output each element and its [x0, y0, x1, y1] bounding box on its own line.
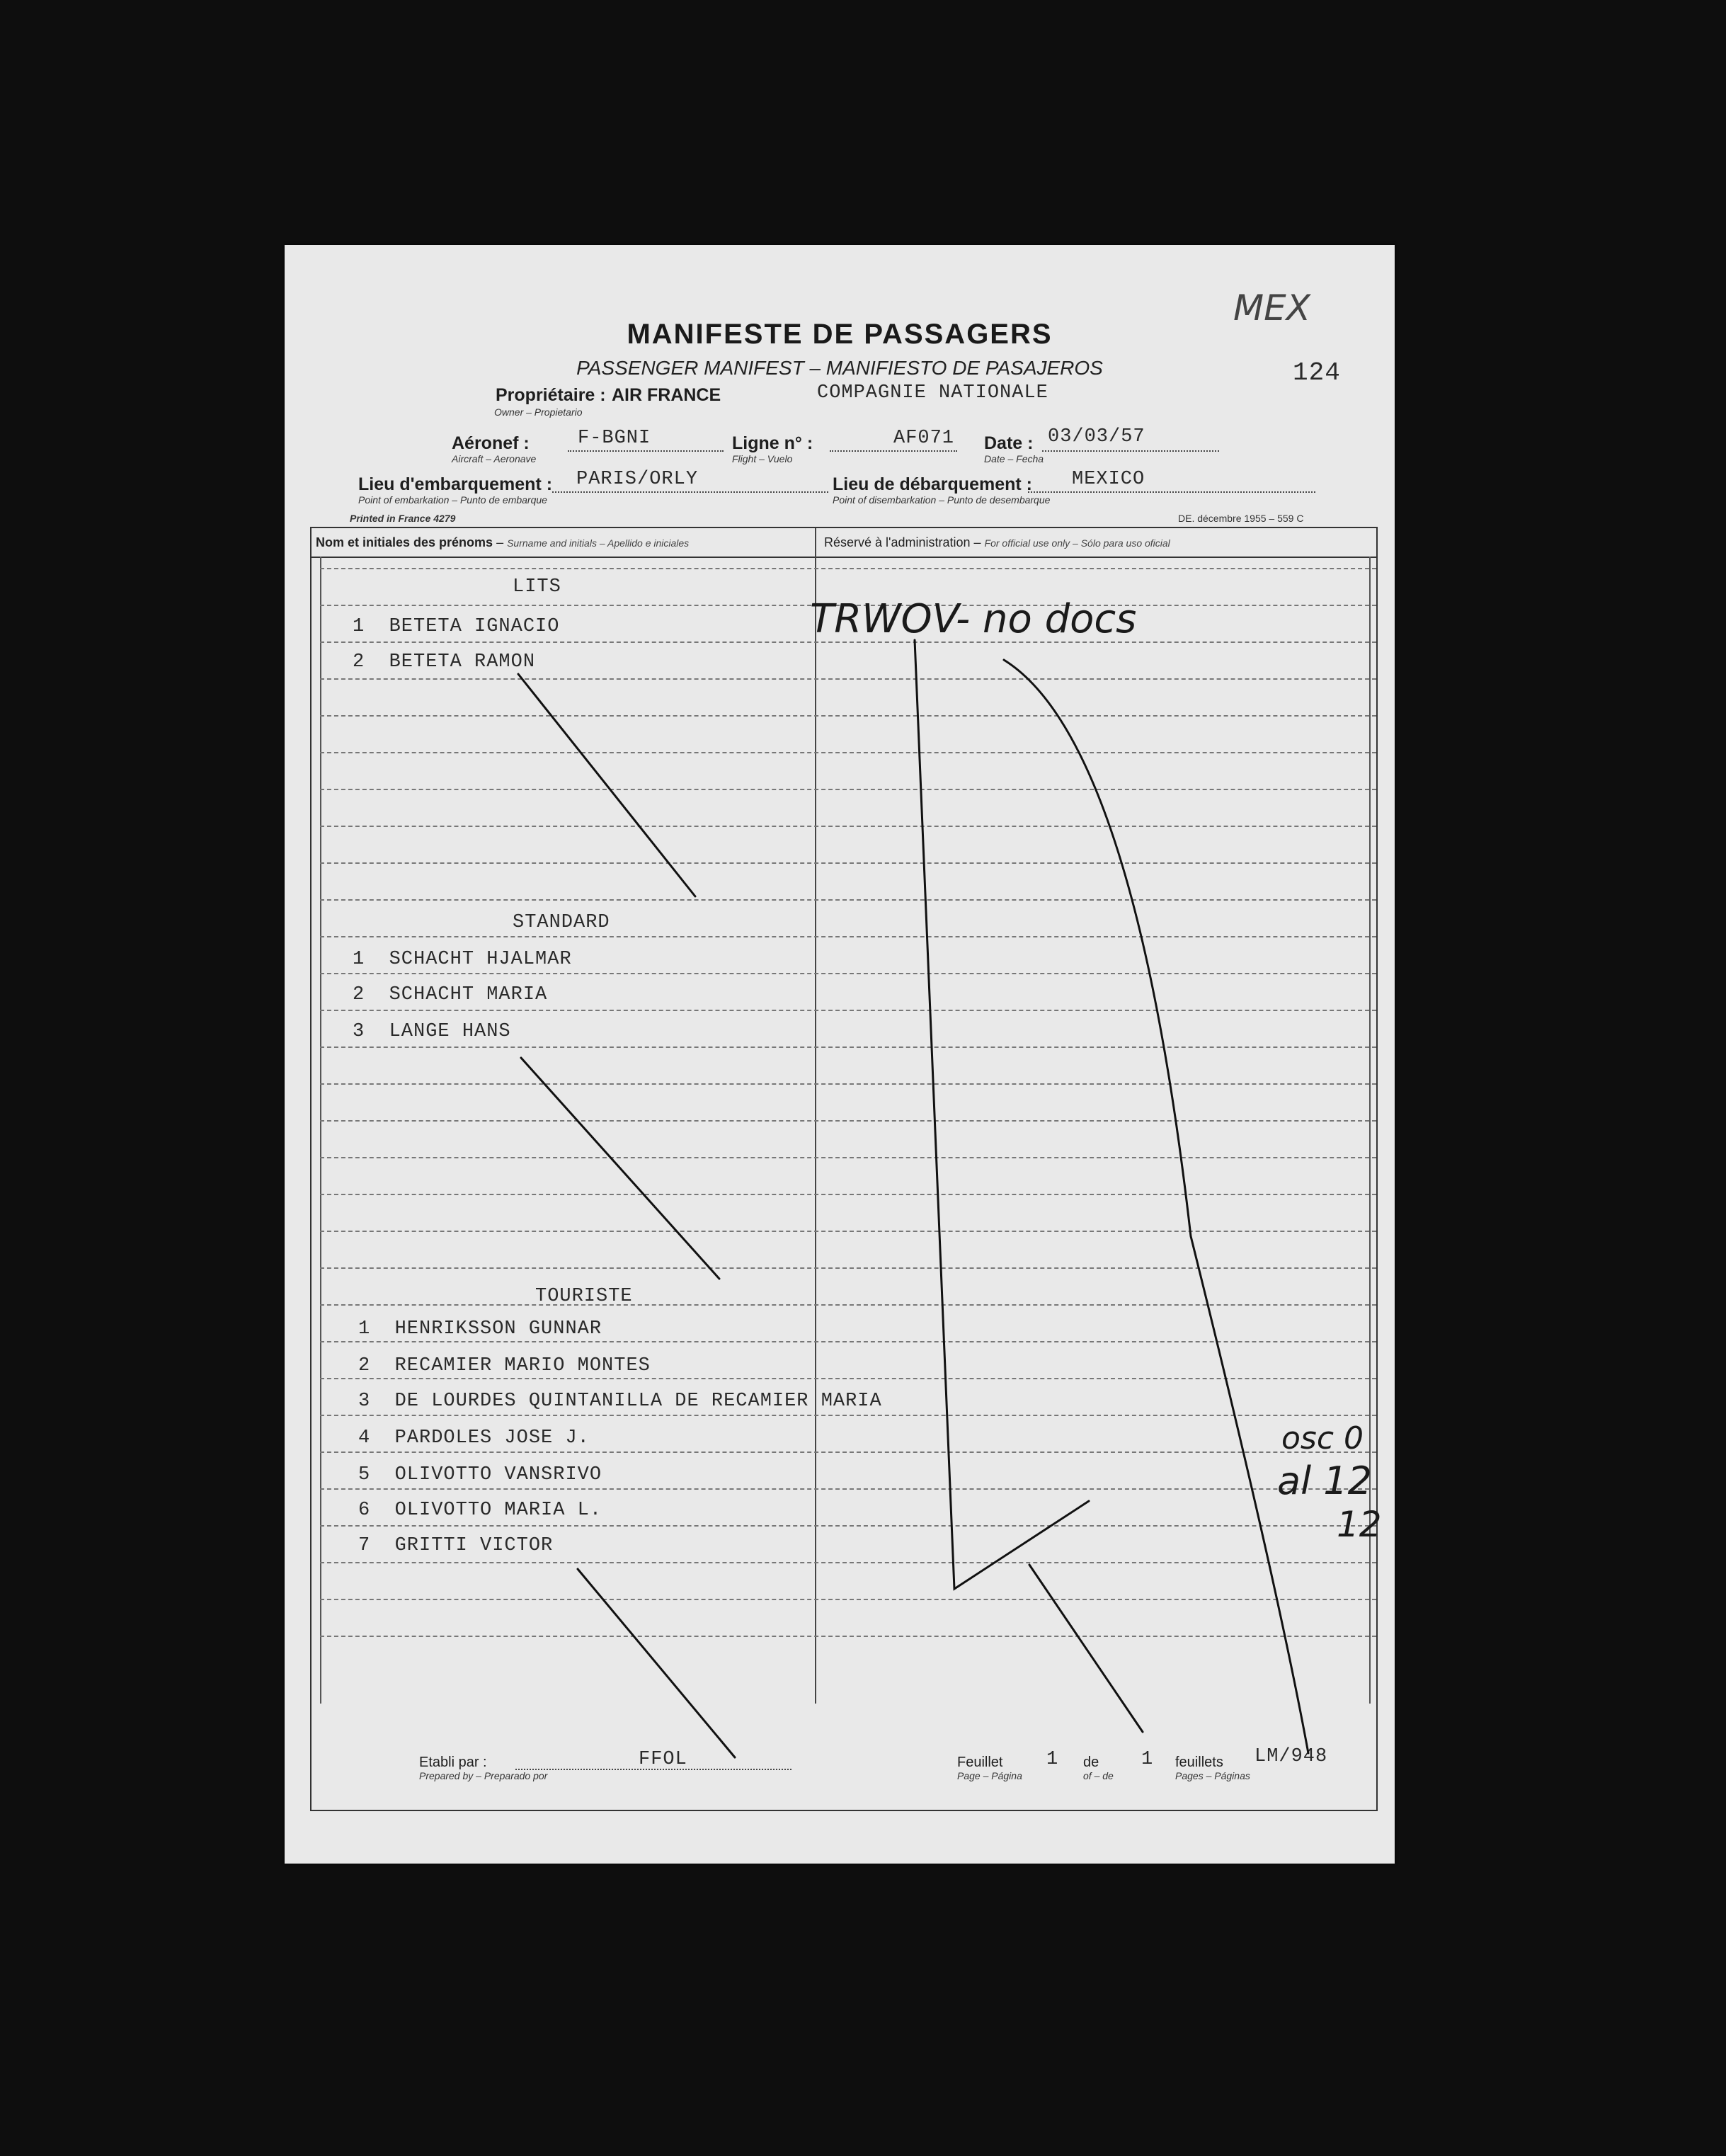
section-heading-standard: STANDARD	[513, 912, 610, 933]
handwritten-note-al: al 12	[1277, 1459, 1372, 1503]
handwritten-note-osc: osc 0	[1281, 1420, 1364, 1456]
disembarkation-label: Lieu de débarquement :	[833, 474, 1032, 494]
admin-handwritten-note: TRWOV- no docs	[810, 596, 1137, 642]
flight-label: Ligne n° :	[732, 433, 813, 453]
manifest-subtitle: PASSENGER MANIFEST – MANIFIESTO DE PASAJEROS	[576, 357, 1103, 379]
owner-sublabel: Owner – Propietario	[494, 406, 583, 418]
passenger-row: 1 HENRIKSSON GUNNAR	[358, 1318, 602, 1340]
prepared-by-value: FFOL	[639, 1749, 687, 1770]
owner-printed-value: AIR FRANCE	[612, 385, 721, 405]
pages-label: feuillets	[1175, 1755, 1223, 1770]
passenger-row: 1 SCHACHT HJALMAR	[353, 949, 572, 970]
admin-column-header: Réservé à l'administration – For official use only – Sólo para uso oficial	[824, 535, 1170, 549]
date-value: 03/03/57	[1048, 426, 1145, 447]
passenger-row: 1 BETETA IGNACIO	[353, 616, 560, 637]
passenger-row: 2 SCHACHT MARIA	[353, 984, 548, 1005]
aircraft-sublabel: Aircraft – Aeronave	[452, 453, 537, 464]
pages-sublabel: Pages – Páginas	[1175, 1770, 1250, 1781]
strike-line-standard	[521, 1058, 719, 1279]
printed-in-note: Printed in France 4279	[350, 513, 456, 524]
admin-curve-line	[1004, 660, 1308, 1753]
handwritten-note-count: 12	[1337, 1504, 1382, 1545]
prepared-by-sublabel: Prepared by – Preparado por	[419, 1770, 548, 1781]
section-heading-lits: LITS	[513, 576, 561, 598]
disembarkation-value: MEXICO	[1072, 469, 1145, 490]
mex-handwritten-note: MEX	[1233, 287, 1310, 329]
passenger-row: 6 OLIVOTTO MARIA L.	[358, 1500, 602, 1521]
strike-line-touriste	[578, 1569, 735, 1757]
date-label: Date :	[984, 433, 1034, 453]
manifest-sheet	[285, 245, 1395, 1864]
embarkation-sublabel: Point of embarkation – Punto de embarque	[358, 494, 547, 506]
admin-bracket-line	[915, 640, 1089, 1589]
admin-small-line	[1029, 1565, 1143, 1732]
embarkation-label: Lieu d'embarquement :	[358, 474, 553, 494]
sheet-number: 124	[1293, 358, 1341, 387]
strike-line-lits	[518, 674, 695, 896]
of-sublabel: of – de	[1083, 1770, 1114, 1781]
sheet-value: 1	[1046, 1749, 1059, 1770]
total-sheets-value: 1	[1141, 1749, 1154, 1770]
passenger-row: 2 BETETA RAMON	[353, 651, 536, 673]
flight-value: AF071	[893, 428, 955, 449]
names-column-header: Nom et initiales des prénoms – Surname and initials – Apellido e iniciales	[316, 535, 690, 549]
flight-sublabel: Flight – Vuelo	[732, 453, 793, 464]
sheet-label: Feuillet	[957, 1755, 1003, 1770]
date-sublabel: Date – Fecha	[984, 453, 1044, 464]
prepared-by-label: Etabli par :	[419, 1755, 487, 1770]
passenger-row: 3 LANGE HANS	[353, 1021, 511, 1042]
aircraft-value: F-BGNI	[578, 428, 651, 449]
passenger-row: 3 DE LOURDES QUINTANILLA DE RECAMIER MARIA	[358, 1391, 882, 1412]
reference-code: LM/948	[1255, 1746, 1328, 1767]
disembarkation-sublabel: Point of disembarkation – Punto de desembarque	[833, 494, 1051, 506]
manifest-title: MANIFESTE DE PASSAGERS	[627, 319, 1053, 350]
aircraft-label: Aéronef :	[452, 433, 530, 453]
owner-label: Propriétaire :	[496, 385, 606, 405]
embarkation-value: PARIS/ORLY	[576, 469, 699, 490]
passenger-row: 7 GRITTI VICTOR	[358, 1535, 554, 1556]
passenger-row: 4 PARDOLES JOSE J.	[358, 1427, 590, 1449]
form-code: DE. décembre 1955 – 559 C	[1178, 513, 1304, 524]
passenger-row: 2 RECAMIER MARIO MONTES	[358, 1355, 651, 1376]
section-heading-touriste: TOURISTE	[535, 1286, 633, 1307]
of-label: de	[1083, 1755, 1099, 1770]
passenger-row: 5 OLIVOTTO VANSRIVO	[358, 1464, 602, 1485]
pen-strokes	[285, 245, 1395, 1864]
sheet-sublabel: Page – Página	[957, 1770, 1022, 1781]
owner-typed-value: COMPAGNIE NATIONALE	[817, 382, 1048, 404]
